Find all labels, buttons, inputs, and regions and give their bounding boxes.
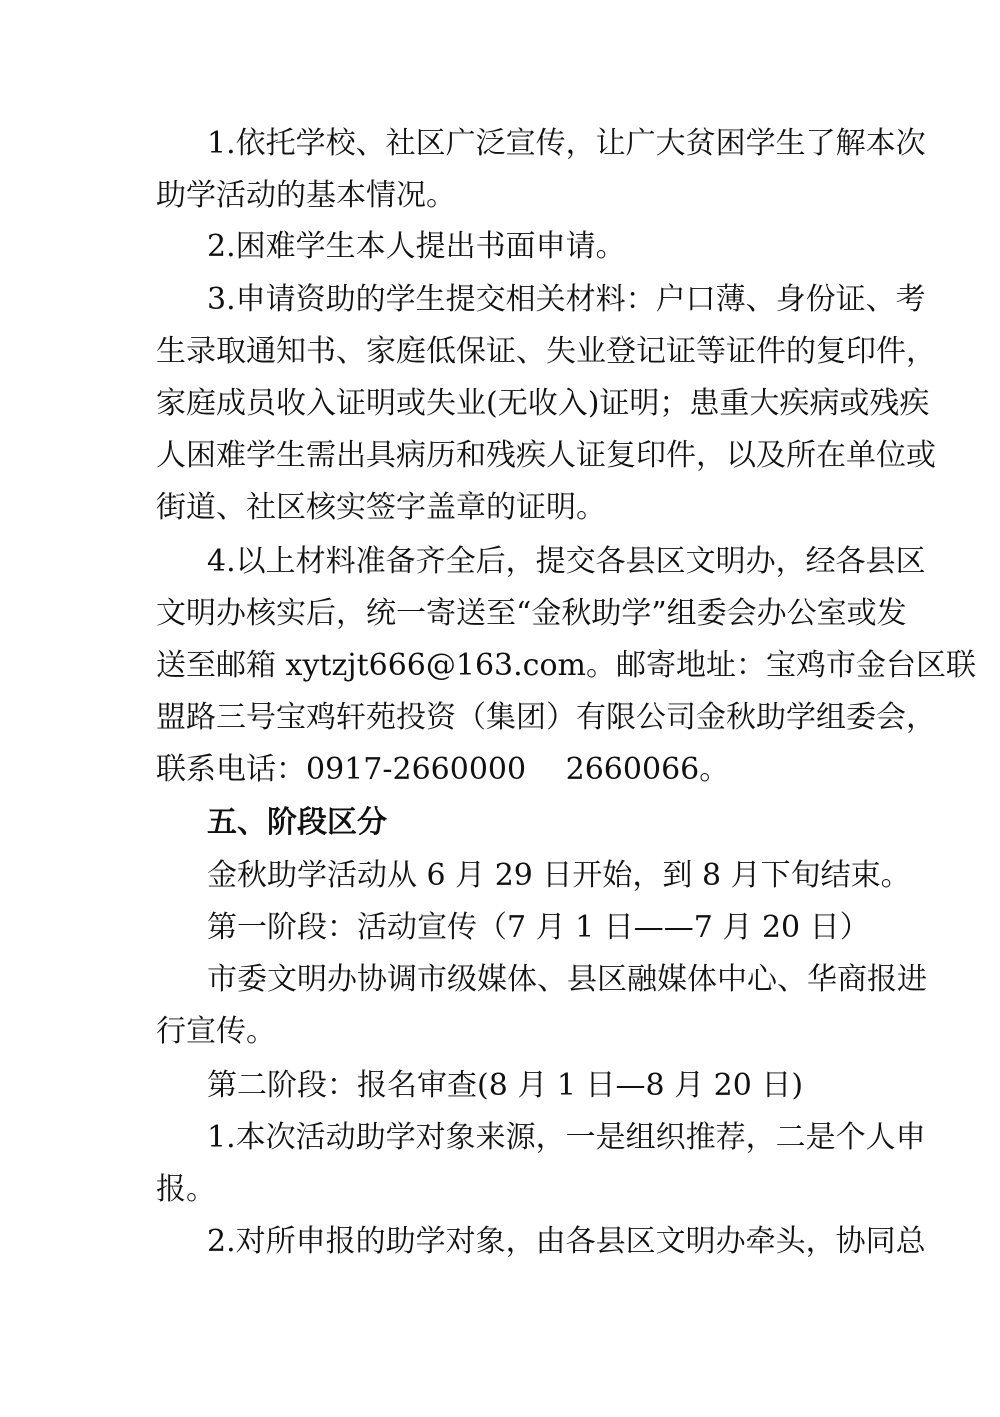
paragraph-line: 人困难学生需出具病历和残疾人证复印件，以及所在单位或 [156,438,936,473]
paragraph-line: 金秋助学活动从 6 月 29 日开始，到 8 月下旬结束。 [207,858,911,893]
paragraph-line: 2.对所申报的助学对象，由各县区文明办牵头，协同总 [207,1224,926,1259]
paragraph-line: 1.本次活动助学对象来源，一是组织推荐，二是个人申 [207,1120,926,1155]
paragraph-line: 盟路三号宝鸡轩苑投资（集团）有限公司金秋助学组委会， [156,700,936,735]
paragraph-line: 市委文明办协调市级媒体、县区融媒体中心、华商报进 [207,962,927,997]
paragraph-line: 街道、社区核实签字盖章的证明。 [156,490,606,525]
paragraph-line: 4.以上材料准备齐全后，提交各县区文明办，经各县区 [207,544,926,579]
paragraph-line: 第一阶段：活动宣传（7 月 1 日——7 月 20 日） [207,910,870,945]
paragraph-line: 家庭成员收入证明或失业(无收入)证明；患重大疾病或残疾 [156,386,930,421]
paragraph-line: 助学活动的基本情况。 [156,178,456,213]
paragraph-line: 2.困难学生本人提出书面申请。 [207,229,626,264]
paragraph-line: 1.依托学校、社区广泛宣传，让广大贫困学生了解本次 [207,126,926,161]
paragraph-line: 文明办核实后，统一寄送至“金秋助学”组委会办公室或发 [156,596,907,631]
paragraph-line: 第二阶段：报名审查(8 月 1 日—8 月 20 日) [207,1068,804,1103]
paragraph-line: 联系电话：0917-2660000 2660066。 [156,752,730,787]
section-heading: 五、阶段区分 [207,805,387,840]
paragraph-line: 3.申请资助的学生提交相关材料：户口薄、身份证、考 [207,282,926,317]
paragraph-line: 报。 [156,1172,216,1207]
paragraph-line: 生录取通知书、家庭低保证、失业登记证等证件的复印件， [156,334,936,369]
paragraph-line: 行宣传。 [156,1014,276,1049]
paragraph-line: 送至邮箱 xytzjt666@163.com。邮寄地址：宝鸡市金台区联 [156,648,976,683]
